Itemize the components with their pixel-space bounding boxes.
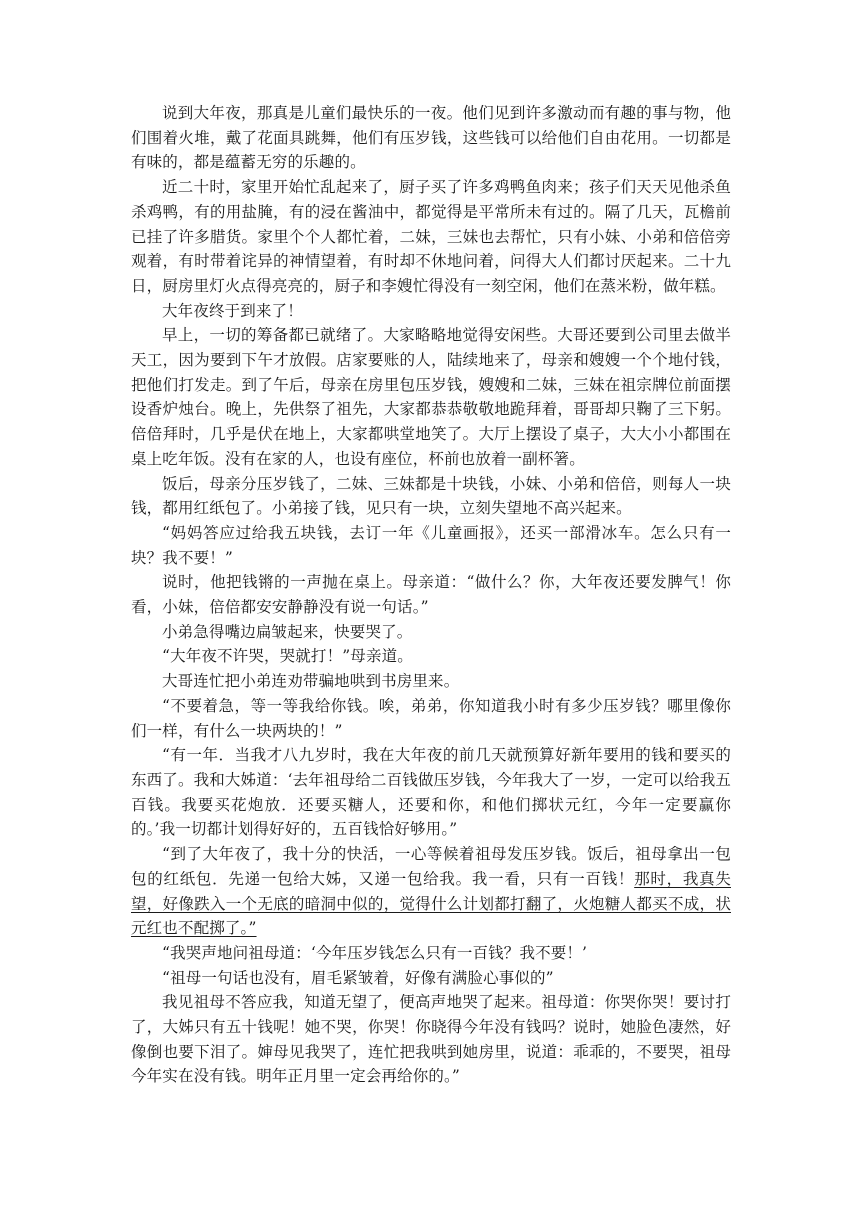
paragraph-7-text: 说时，他把钱锵的一声抛在桌上。母亲道：“做什么？你，大年夜还要发脾气！你看，小妹，倍倍都安安静静没有说一句话。” [131,573,731,617]
paragraph-12 [131,743,731,842]
paragraph-16 [131,990,731,1089]
paragraph-4 [131,323,731,471]
paragraph-9 [131,644,731,669]
paragraph-13-text: “到了大年夜了，我十分的快活，一心等候着祖母发压岁钱。饭后，祖母拿出一包包的红纸包．先递一包给大姊，又递一包给我。我一看，只有一百钱！ [131,845,731,888]
paragraph-11-text: “不要着急，等一等我给你钱。唉，弟弟，你知道我小时有多少压岁钱？哪里像你们一样，有什么一块两块的！” [131,696,731,740]
paragraph-3 [131,299,731,324]
paragraph-14-text: “我哭声地问祖母道：‘今年压岁钱怎么只有一百钱？我不要！’ [162,943,588,962]
paragraph-9-text: “大年夜不许哭，哭就打！”母亲道。 [162,647,413,666]
paragraph-14 [131,941,731,966]
paragraph-11 [131,694,731,743]
paragraph-8-text: 小弟急得嘴边扁皱起来，快要哭了。 [162,622,413,641]
paragraph-7 [131,570,731,619]
underlined-passage: 那时，我真失望，好像跌入一个无底的暗洞中似的，觉得什么计划都打翻了，火炮糖人都买不成，状元红也不配掷了。” [131,869,731,938]
paragraph-10-text: 大哥连忙把小弟连劝带骗地哄到书房里来。 [162,672,460,691]
paragraph-16-text: 我见祖母不答应我，知道无望了，便高声地哭了起来。祖母道：你哭你哭！要讨打了，大姊只有五十钱呢！她不哭，你哭！你晓得今年没有钱吗？说时，她脸色凄然，好像倒也要下泪了。婶母见我哭了，连忙把我哄到她房里，说道：乖乖的，不要哭，祖母今年实在没有钱。明年正月里一定会再给你的。” [131,993,731,1086]
paragraph-6-text: “妈妈答应过给我五块钱，去订一年《儿童画报》，还买一部滑冰车。怎么只有一块？我不要！” [131,523,731,567]
paragraph-2-text: 近二十时，家里开始忙乱起来了，厨子买了许多鸡鸭鱼肉来；孩子们天天见他杀鱼杀鸡鸭，有的用盐腌，有的浸在酱油中，都觉得是平常所未有过的。隔了几天，瓦檐前已挂了许多腊货。家里个个人都忙着，二妹，三妹也去帮忙，只有小妹、小弟和倍倍旁观着，有时带着诧异的神情望着，有时却不休地问着，问得大人们都讨厌起来。二十九日，厨房里灯火点得亮亮的，厨子和李嫂忙得没有一刻空闲，他们在蒸米粉，做年糕。 [131,178,731,295]
paragraph-1-text: 说到大年夜，那真是儿童们最快乐的一夜。他们见到许多激动而有趣的事与物，他们围着火堆，戴了花面具跳舞，他们有压岁钱，这些钱可以给他们自由花用。一切都是有味的，都是蕴蓄无穷的乐趣的。 [131,104,731,172]
paragraph-1 [131,101,731,175]
paragraph-5 [131,472,731,521]
paragraph-15 [131,966,731,991]
paragraph-3-text: 大年夜终于到来了！ [162,301,303,320]
paragraph-5-text: 饭后，母亲分压岁钱了，二妹、三妹都是十块钱，小妹、小弟和倍倍，则每人一块钱，都用红纸包了。小弟接了钱，见只有一块，立刻失望地不高兴起来。 [131,474,731,518]
paragraph-6 [131,521,731,570]
paragraph-4-text: 早上，一切的筹备都已就绪了。大家略略地觉得安闲些。大哥还要到公司里去做半天工，因为要到下午才放假。店家要账的人，陆续地来了，母亲和嫂嫂一个个地付钱，把他们打发走。到了午后，母亲在房里包压岁钱，嫂嫂和二妹，三妹在祖宗牌位前面摆设香炉烛台。晚上，先供祭了祖先，大家都恭恭敬敬地跪拜着，哥哥却只鞠了三下躬。倍倍拜时，几乎是伏在地上，大家都哄堂地笑了。大厅上摆设了桌子，大大小小都围在桌上吃年饭。没有在家的人，也设有座位，杯前也放着一副杯箸。 [131,326,731,468]
paragraph-15-text: “祖母一句话也没有，眉毛紧皱着，好像有满脸心事似的” [162,968,554,987]
paragraph-12-text: “有一年．当我才八九岁时，我在大年夜的前几天就预算好新年要用的钱和要买的东西了。我和大姊道：‘去年祖母给二百钱做压岁钱，今年我大了一岁，一定可以给我五百钱。我要买花炮放．还要买糖人，还要和你，和他们掷状元红，今年一定要赢你的。’我一切都计划得好好的，五百钱恰好够用。” [131,746,731,839]
paragraph-13 [131,842,731,941]
paragraph-10 [131,669,731,694]
document-body [131,101,731,1089]
paragraph-2 [131,175,731,299]
paragraph-8 [131,620,731,645]
